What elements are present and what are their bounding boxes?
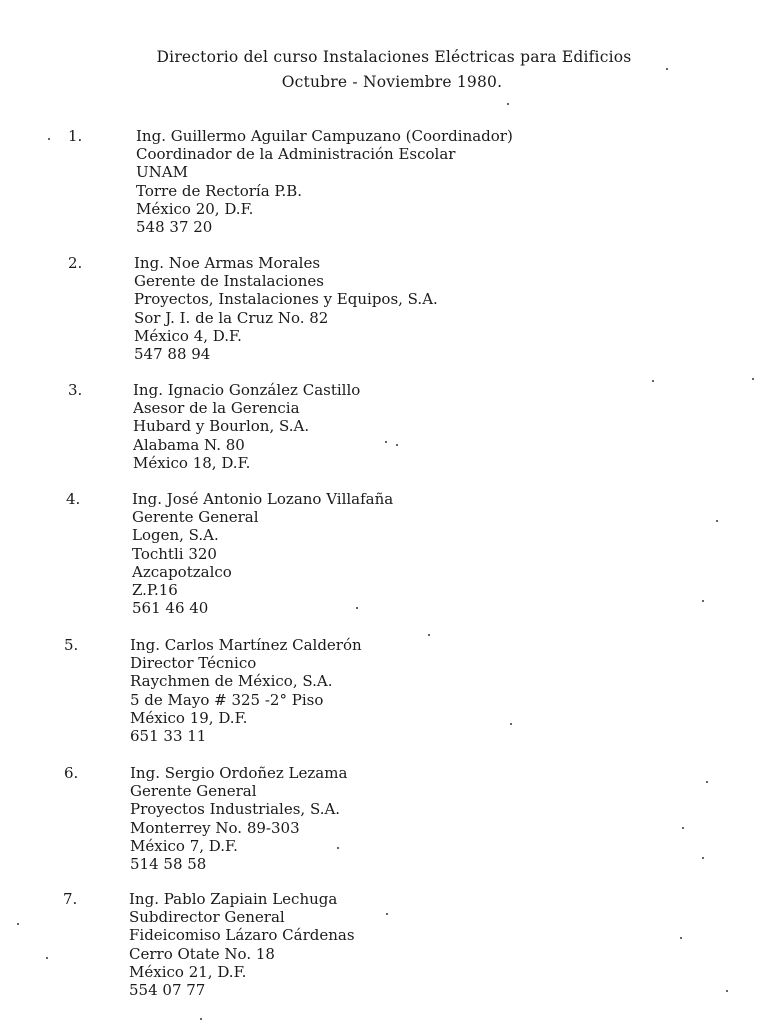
entry-address: Sor J. I. de la Cruz No. 82 bbox=[134, 308, 329, 327]
entry-address: 5 de Mayo # 325 -2° Piso bbox=[130, 690, 324, 709]
entry-city: México 18, D.F. bbox=[133, 453, 251, 472]
scan-speck bbox=[702, 857, 704, 859]
scan-speck bbox=[702, 600, 704, 602]
entry-phone: 651 33 11 bbox=[130, 727, 207, 746]
entry-company: Fideicomiso Lázaro Cárdenas bbox=[129, 926, 355, 945]
entry-phone: 514 58 58 bbox=[130, 855, 207, 874]
entry-number: 5. bbox=[64, 636, 79, 654]
entry-district: Azcapotzalco bbox=[132, 562, 232, 581]
entry-company: Hubard y Bourlon, S.A. bbox=[133, 417, 310, 436]
entry-position: Gerente General bbox=[130, 782, 257, 801]
scan-speck bbox=[510, 723, 512, 725]
entry-name: Ing. Sergio Ordoñez Lezama bbox=[130, 764, 348, 782]
entry-company: Raychmen de México, S.A. bbox=[130, 672, 333, 691]
entry-number: 7. bbox=[63, 890, 78, 908]
scan-speck bbox=[652, 380, 654, 382]
entry-name: Ing. Carlos Martínez Calderón bbox=[130, 636, 362, 654]
scan-speck bbox=[356, 607, 358, 609]
scan-speck bbox=[396, 444, 398, 446]
scan-speck bbox=[200, 1018, 202, 1020]
entry-position: Gerente de Instalaciones bbox=[134, 272, 324, 291]
entry-city: México 21, D.F. bbox=[129, 962, 247, 981]
entry-number: 3. bbox=[68, 381, 83, 399]
entry-position: Subdirector General bbox=[129, 908, 285, 927]
scan-speck bbox=[507, 103, 509, 105]
entry-name: Ing. José Antonio Lozano Villafaña bbox=[132, 490, 394, 508]
directory-entry bbox=[130, 636, 362, 745]
entry-name: Ing. Pablo Zapiain Lechuga bbox=[129, 890, 338, 908]
scan-speck bbox=[385, 441, 387, 443]
scan-speck bbox=[706, 781, 708, 783]
entry-position: Director Técnico bbox=[130, 654, 257, 673]
scan-speck bbox=[680, 937, 682, 939]
entry-city: México 7, D.F. bbox=[130, 836, 238, 855]
document-subtitle: Octubre - Noviembre 1980. bbox=[281, 73, 503, 91]
entry-position: Asesor de la Gerencia bbox=[133, 399, 300, 418]
entry-company: Logen, S.A. bbox=[132, 526, 219, 545]
entry-number: 2. bbox=[68, 254, 83, 272]
entry-postal-zone: Z.P.16 bbox=[132, 581, 178, 600]
entry-city: México 4, D.F. bbox=[134, 326, 242, 345]
entry-phone: 561 46 40 bbox=[132, 599, 209, 618]
scan-speck bbox=[666, 68, 668, 70]
entry-city: México 20, D.F. bbox=[136, 199, 254, 218]
entry-phone: 547 88 94 bbox=[134, 345, 211, 364]
entry-number: 1. bbox=[68, 127, 83, 145]
entry-company: Proyectos, Instalaciones y Equipos, S.A. bbox=[134, 290, 438, 309]
scan-speck bbox=[48, 138, 50, 140]
scan-speck bbox=[682, 827, 684, 829]
scan-speck bbox=[726, 990, 728, 992]
entry-position: Gerente General bbox=[132, 508, 259, 527]
directory-entry bbox=[132, 490, 393, 617]
entry-address: Tochtli 320 bbox=[132, 544, 217, 563]
document-title: Directorio del curso Instalaciones Eléctricas para Edificios bbox=[156, 48, 632, 66]
scan-speck bbox=[428, 634, 430, 636]
directory-entry bbox=[136, 127, 513, 236]
scan-speck bbox=[46, 957, 48, 959]
entry-company: UNAM bbox=[136, 163, 188, 182]
directory-entry bbox=[129, 890, 355, 999]
entry-number: 6. bbox=[64, 764, 79, 782]
entry-phone: 548 37 20 bbox=[136, 218, 213, 237]
entry-company: Proyectos Industriales, S.A. bbox=[130, 800, 341, 819]
scan-speck bbox=[17, 923, 19, 925]
scan-speck bbox=[752, 378, 754, 380]
entry-address: Cerro Otate No. 18 bbox=[129, 944, 275, 963]
scan-speck bbox=[337, 847, 339, 849]
entry-address: Monterrey No. 89-303 bbox=[130, 818, 300, 837]
entry-name: Ing. Noe Armas Morales bbox=[134, 254, 321, 272]
entry-city: México 19, D.F. bbox=[130, 708, 248, 727]
entry-name: Ing. Ignacio González Castillo bbox=[133, 381, 361, 399]
entry-name: Ing. Guillermo Aguilar Campuzano (Coordinador) bbox=[136, 127, 513, 145]
entry-address: Alabama N. 80 bbox=[133, 435, 245, 454]
directory-entry bbox=[134, 254, 438, 363]
scan-speck bbox=[386, 913, 388, 915]
entry-address: Torre de Rectoría P.B. bbox=[136, 181, 303, 200]
entry-number: 4. bbox=[66, 490, 81, 508]
entry-position: Coordinador de la Administración Escolar bbox=[136, 145, 456, 164]
entry-phone: 554 07 77 bbox=[129, 981, 206, 1000]
scan-speck bbox=[716, 520, 718, 522]
directory-entry bbox=[133, 381, 360, 472]
directory-entry bbox=[130, 764, 347, 873]
